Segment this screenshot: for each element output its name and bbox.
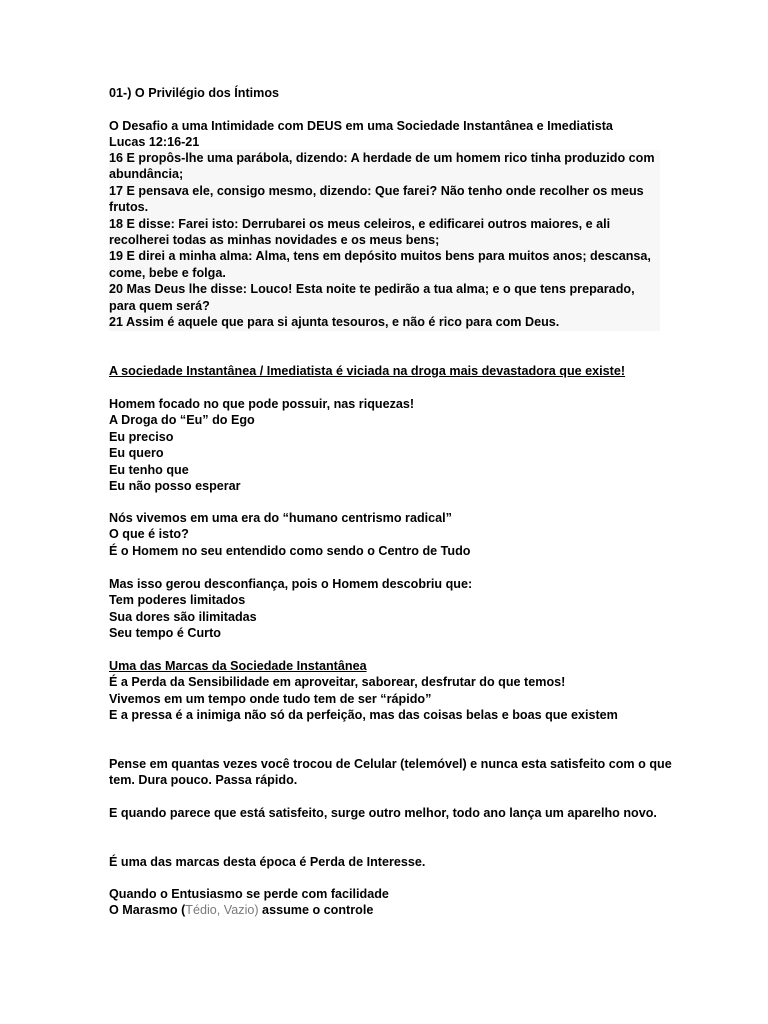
text-line: É o Homem no seu entendido como sendo o Centro de Tudo: [109, 543, 471, 558]
text-line: tem. Dura pouco. Passa rápido.: [109, 773, 298, 788]
paragraph: [109, 886, 665, 919]
text-line: A Droga do “Eu” do Ego: [109, 413, 255, 428]
verse: 19 E direi a minha alma: Alma, tens em depósito muitos bens para muitos anos; descansa, come, bebe e folga.: [109, 249, 651, 280]
text-line: Sua dores são ilimitadas: [109, 609, 257, 624]
text-line: Nós vivemos em uma era do “humano centrismo radical”: [109, 511, 452, 525]
text-line: Eu não posso esperar: [109, 479, 241, 494]
text-line: O que é isto?: [109, 527, 189, 542]
section-lines: [109, 510, 665, 559]
text-line: Homem focado no que pode possuir, nas riquezas!: [109, 397, 415, 411]
gray-text: Tédio, Vazio): [185, 903, 259, 918]
paragraph: [109, 854, 665, 870]
verse: 20 Mas Deus lhe disse: Louco! Esta noite te pedirão a tua alma; e o que tens preparado, para quem será?: [109, 282, 635, 313]
text-line: Eu tenho que: [109, 462, 189, 477]
verse: 17 E pensava ele, consigo mesmo, dizendo: Que farei? Não tenho onde recolher os meus frutos.: [109, 183, 644, 215]
text-line: Vivemos em um tempo onde tudo tem de ser “rápido”: [109, 691, 432, 706]
scripture-passage: [109, 150, 660, 331]
text-line: Tem poderes limitados: [109, 593, 246, 608]
text-line: Quando o Entusiasmo se perde com facilidade: [109, 887, 389, 901]
text-line: E quando parece que está satisfeito, surge outro melhor, todo ano lança um aparelho novo.: [109, 806, 657, 820]
section-lines: [109, 658, 665, 724]
text-line: Eu preciso: [109, 429, 174, 444]
paragraph: [109, 805, 665, 821]
text-line: Seu tempo é Curto: [109, 626, 221, 641]
subtitle-block: [109, 118, 665, 151]
section-heading: Uma das Marcas da Sociedade Instantânea: [109, 659, 367, 673]
section-lines: [109, 576, 665, 642]
text-line: É a Perda da Sensibilidade em aproveitar, saborear, desfrutar do que temos!: [109, 675, 566, 690]
text-line: É uma das marcas desta época é Perda de Interesse.: [109, 855, 426, 869]
text-line: O Marasmo (Tédio, Vazio) assume o controle: [109, 903, 374, 918]
text-line: Mas isso gerou desconfiança, pois o Homem descobriu que:: [109, 577, 473, 591]
verse: 18 E disse: Farei isto: Derrubarei os meus celeiros, e edificarei outros maiores, e ali recolherei todas as minhas novidades e os meus bens;: [109, 216, 611, 248]
verse: 21 Assim é aquele que para si ajunta tesouros, e não é rico para com Deus.: [109, 315, 560, 330]
verse: 16 E propôs-lhe uma parábola, dizendo: A herdade de um homem rico tinha produzido com abundância;: [109, 151, 655, 182]
text-line: Eu quero: [109, 446, 164, 461]
scripture-reference: Lucas 12:16-21: [109, 135, 200, 150]
subtitle: O Desafio a uma Intimidade com DEUS em uma Sociedade Instantânea e Imediatista: [109, 119, 613, 133]
paragraph: [109, 756, 672, 789]
text-line: E a pressa é a inimiga não só da perfeição, mas das coisas belas e boas que existem: [109, 708, 618, 723]
document-title: 01-) O Privilégio dos Íntimos: [109, 86, 280, 100]
section-heading: A sociedade Instantânea / Imediatista é viciada na droga mais devastadora que existe!: [109, 364, 626, 378]
text-line: Pense em quantas vezes você trocou de Celular (telemóvel) e nunca esta satisfeito com o que: [109, 757, 672, 771]
section-lines: [109, 396, 665, 494]
